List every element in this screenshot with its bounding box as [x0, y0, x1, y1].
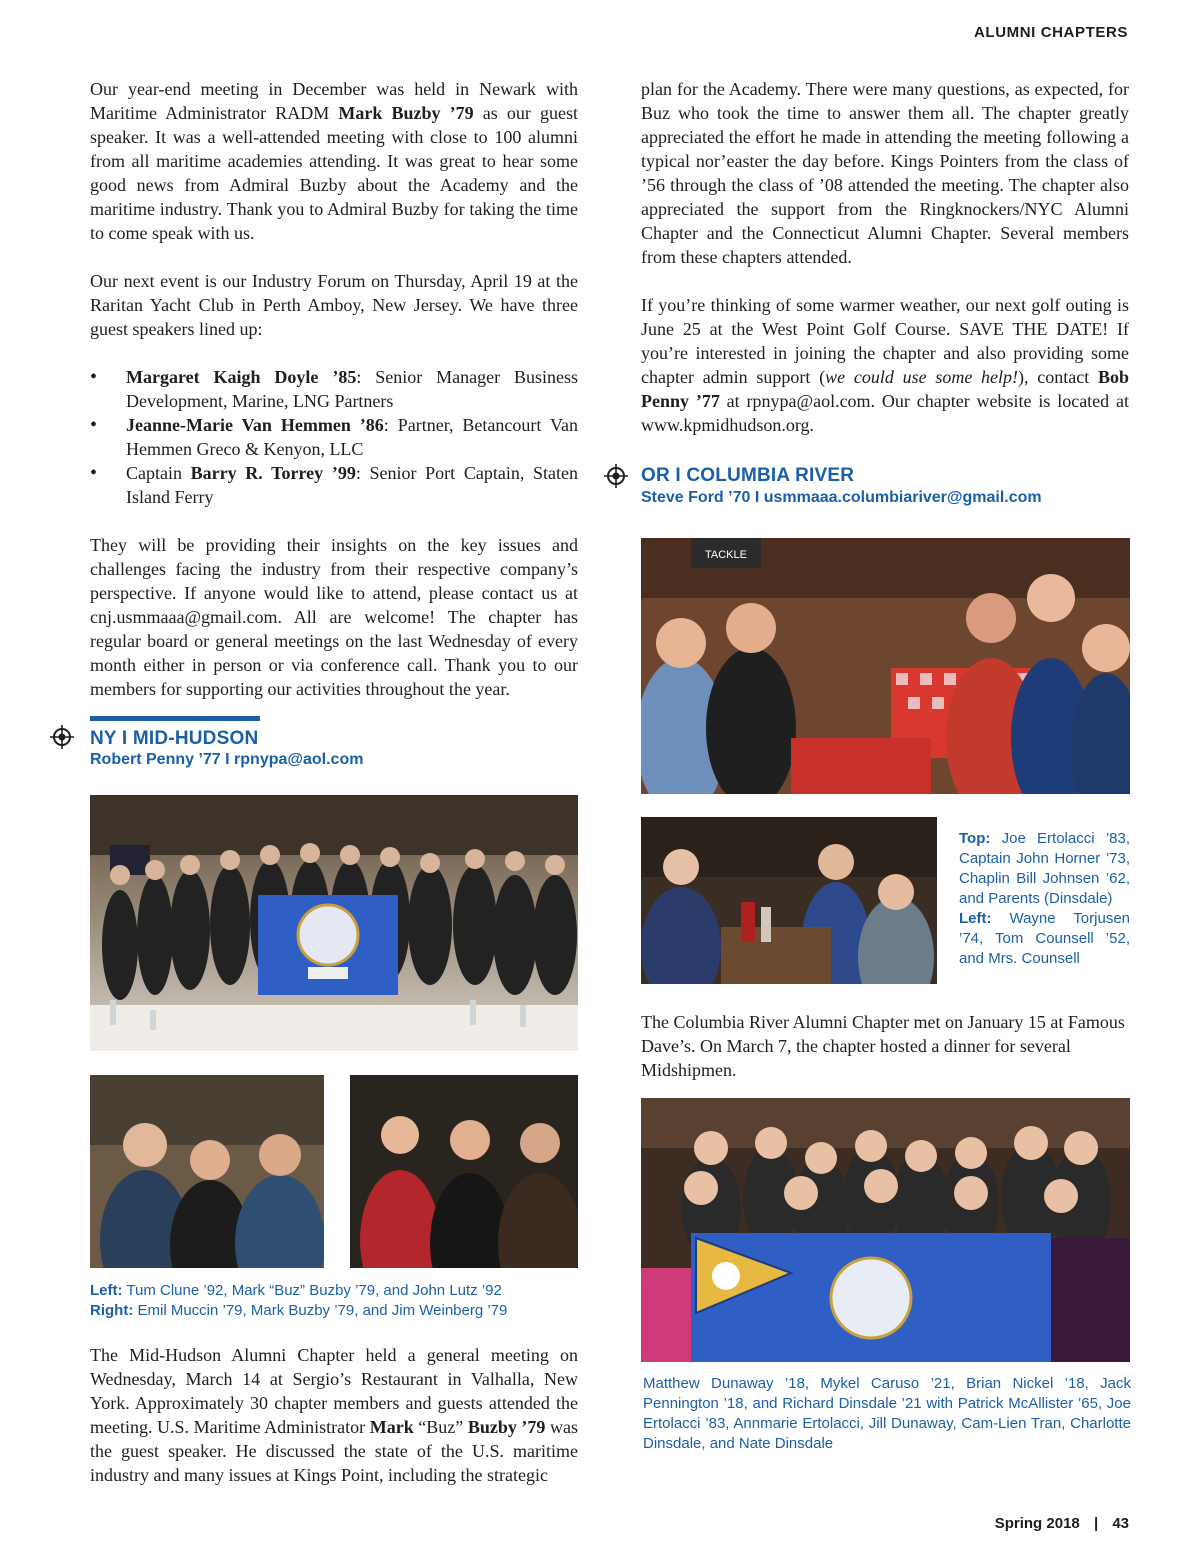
- list-item: • Captain Barry R. Torrey ’99: Senior Port Captain, Staten Island Ferry: [90, 461, 578, 509]
- mid-hudson-photo-right: [350, 1075, 578, 1268]
- list-item: • Jeanne-Marie Van Hemmen ’86: Partner, Betancourt Van Hemmen Greco & Kenyon, LLC: [90, 413, 578, 461]
- page-number: 43: [1112, 1515, 1129, 1532]
- issue-label: Spring 2018: [994, 1515, 1080, 1532]
- columbia-paragraph: The Columbia River Alumni Chapter met on January 15 at Famous Dave’s. On March 7, the chapter hosted a dinner for several Midshipmen.: [641, 1012, 1125, 1080]
- columbia-top-photo: [641, 538, 1130, 794]
- mid-hudson-paragraph-2: plan for the Academy. There were many questions, as expected, for Buz who took the time to answer them all. The chapter greatly appreciated the effort he made in attending the meeting following a typical nor’easter the day before. Kings Pointers from the class of ’56 through the class of ’08 attended the meeting. The chapter also appreciated the support from the Ringknockers/NYC Alumni Chapter and the Connecticut Alumni Chapter. Several members from these chapters attended.: [641, 79, 1129, 267]
- mid-hudson-paragraph-1: The Mid-Hudson Alumni Chapter held a general meeting on Wednesday, March 14 at Sergio’s Restaurant in Valhalla, New York. Approximately 30 chapter members and guests attended the meeting. U.S. Maritime Administrator Mark “Buz” Buzby ’79 was the guest speaker. He discussed the state of the U.S. maritime industry and many issues at Kings Point, including the strategic: [90, 1345, 578, 1485]
- mid-hudson-group-photo: [90, 795, 578, 1051]
- mid-hudson-paragraph-3: If you’re thinking of some warmer weather, our next golf outing is June 25 at the West Point Golf Course. SAVE THE DATE! If you’re interested in joining the chapter and also providing some chapter admin support (we could use some help!), contact Bob Penny ’77 at rpnypa@aol.com. Our chapter website is located at www.kpmidhudson.org.: [641, 295, 1130, 435]
- nj-paragraph-1: Our year-end meeting in December was held in Newark with Maritime Administrator RADM Mark Buzby ’79 as our guest speaker. It was a well-attended meeting with close to 100 alumni from all maritime academies attending. It was great to hear some good news from Admiral Buzby about the Academy and the maritime industry. Thank you to Admiral Buzby for taking the time to come speak with us.: [90, 79, 579, 243]
- mid-hudson-contact: Robert Penny ’77 I rpnypa@aol.com: [90, 751, 364, 768]
- footer-separator: |: [1093, 1515, 1099, 1532]
- compass-icon: [50, 725, 74, 749]
- section-rule: [90, 716, 260, 721]
- right-column: [641, 77, 1129, 437]
- columbia-photo-caption: Top: Joe Ertolacci ’83, Captain John Horner ’73, Chaplin Bill Johnsen ’62, and Parents (Dinsdale) Left: Wayne Torjusen ’74, Tom Counsell ’52, and Mrs. Counsell: [959, 830, 1130, 967]
- mid-hudson-caption: Left: Tum Clune ’92, Mark “Buz” Buzby ’79, and John Lutz ’92 Right: Emil Muccin ’79, Mark Buzby ’79, and Jim Weinberg ’79: [90, 1282, 508, 1319]
- compass-icon: [604, 464, 628, 488]
- speaker-list: [90, 365, 578, 509]
- list-item: • Margaret Kaigh Doyle ’85: Senior Manager Business Development, Marine, LNG Partners: [90, 365, 578, 413]
- columbia-bottom-caption: Matthew Dunaway ’18, Mykel Caruso ’21, Brian Nickel ’18, Jack Pennington ’18, and Richard Dinsdale ’21 with Patrick McAllister ’65, Joe Ertolacci ’83, Annmarie Ertolacci, Jill Dunaway, Cam-Lien Tran, Charlotte Dinsdale, and Nate Dinsdale: [643, 1375, 1131, 1452]
- page-footer: [995, 1515, 1129, 1532]
- left-column: [90, 77, 578, 701]
- mid-hudson-photo-left: [90, 1075, 324, 1268]
- columbia-contact: Steve Ford ’70 I usmmaaa.columbiariver@gmail.com: [641, 489, 1042, 506]
- columbia-left-photo: [641, 817, 937, 984]
- nj-paragraph-2: Our next event is our Industry Forum on Thursday, April 19 at the Raritan Yacht Club in Perth Amboy, New Jersey. We have three guest speakers lined up:: [90, 271, 578, 339]
- section-header: ALUMNI CHAPTERS: [974, 24, 1128, 41]
- columbia-bottom-photo: [641, 1098, 1130, 1362]
- nj-paragraph-3: They will be providing their insights on the key issues and challenges facing the industry from their respective company’s perspective. If anyone would like to attend, please contact us at cnj.usmmaaa@gmail.com. All are welcome! The chapter has regular board or general meetings on the last Wednesday of every month either in person or via conference call. Thank you to our members for supporting our activities throughout the year.: [90, 535, 578, 699]
- columbia-title: OR I COLUMBIA RIVER: [641, 465, 855, 486]
- tackle-sign-text: TACKLE: [705, 549, 747, 561]
- mid-hudson-title: NY I MID-HUDSON: [90, 728, 259, 749]
